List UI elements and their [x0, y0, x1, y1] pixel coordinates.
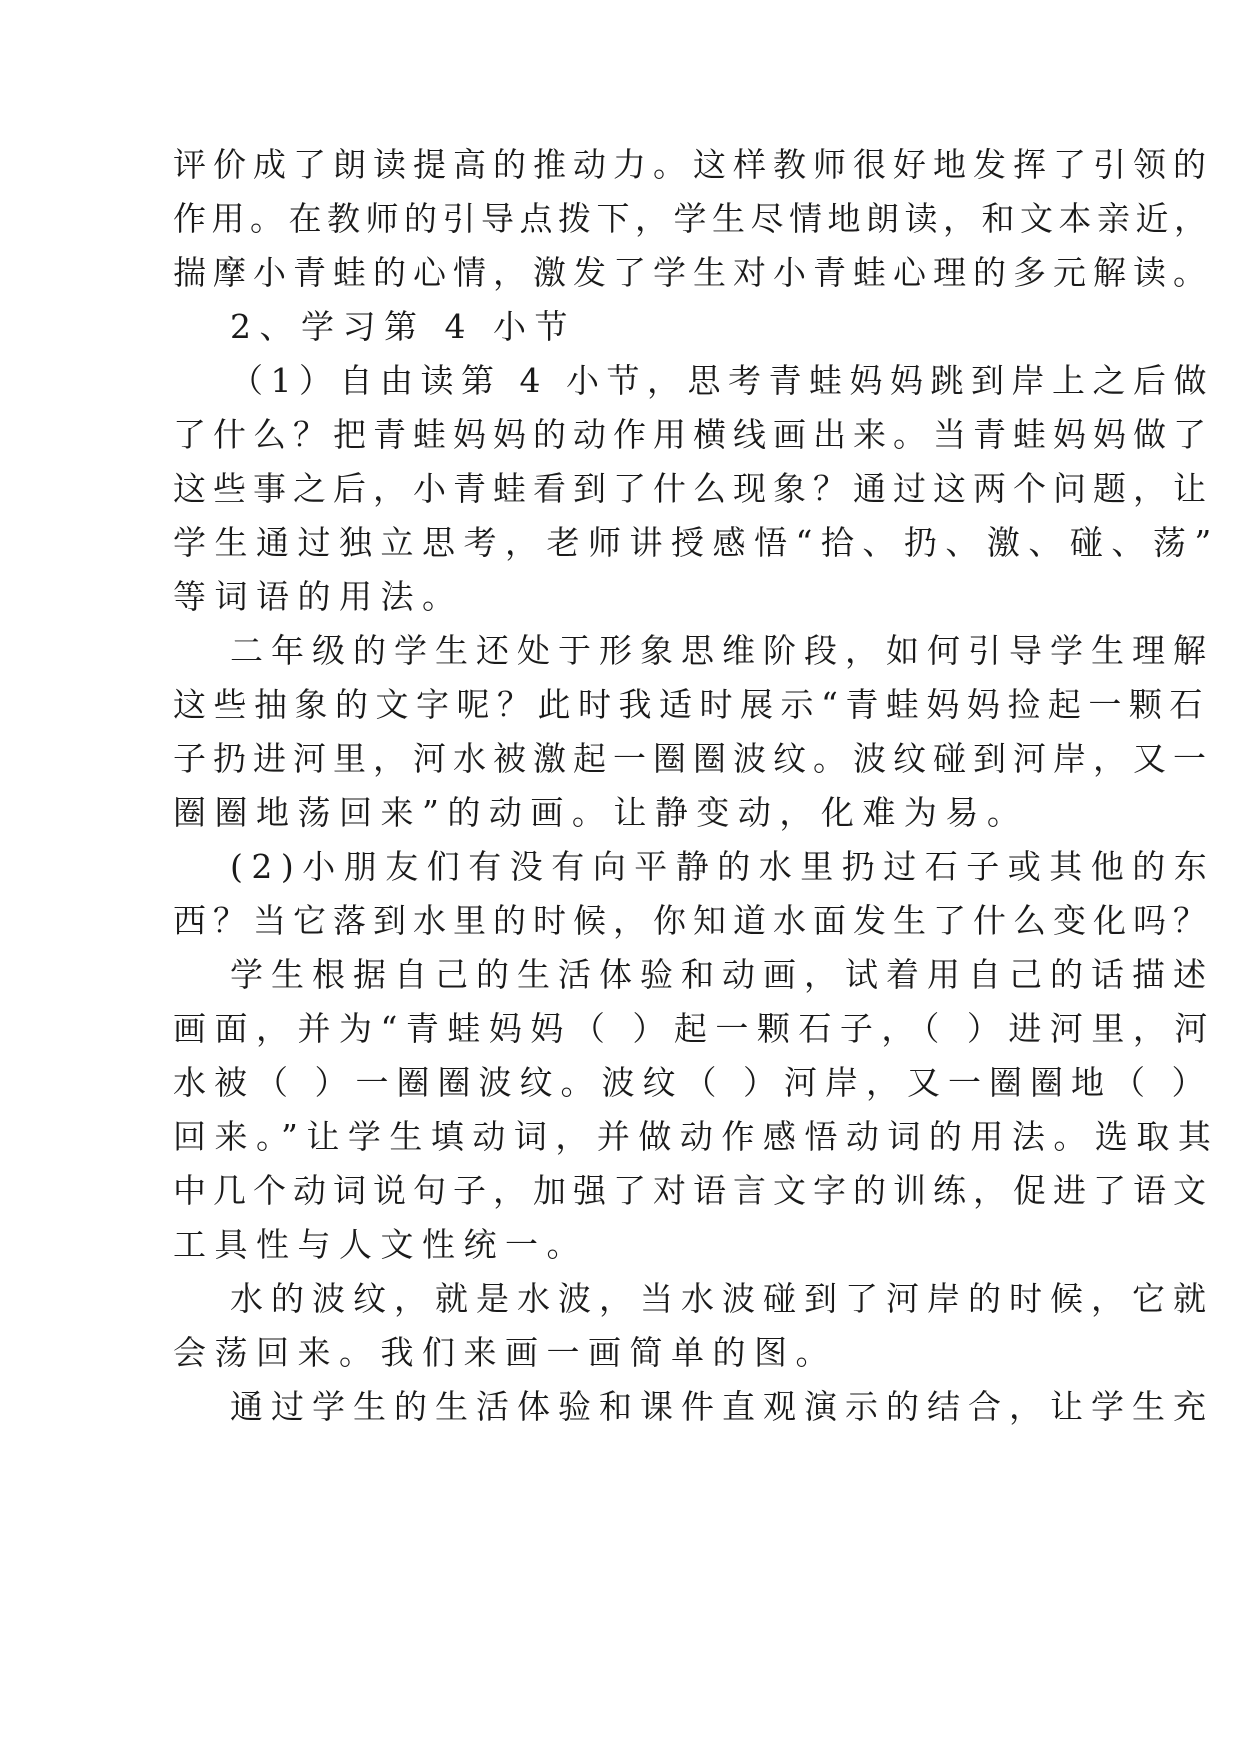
body-text-line: 会荡回来。我们来画一画简单的图。: [173, 1333, 837, 1372]
body-text-line: 西？当它落到水里的时候，你知道水面发生了什么变化吗？: [173, 901, 1213, 940]
section-heading: 2、学习第 4 小节: [230, 307, 576, 346]
body-text-line: 评价成了朗读提高的推动力。这样教师很好地发挥了引领的: [173, 145, 1213, 184]
body-text-line: 学生通过独立思考，老师讲授感悟“拾、扔、激、碰、荡”: [173, 523, 1220, 562]
body-text-line: 这些事之后，小青蛙看到了什么现象？通过这两个问题，让: [173, 469, 1213, 508]
body-text-line: 等词语的用法。: [173, 577, 464, 616]
body-text-line: 中几个动词说句子，加强了对语言文字的训练，促进了语文: [173, 1171, 1213, 1210]
body-text-line: 揣摩小青蛙的心情，激发了学生对小青蛙心理的多元解读。: [173, 253, 1213, 292]
body-text-line: 学生根据自己的生活体验和动画，试着用自己的话描述: [230, 955, 1214, 994]
body-text-line: 作用。在教师的引导点拨下，学生尽情地朗读，和文本亲近，: [173, 199, 1213, 238]
body-text-line: 水被（ ）一圈圈波纹。波纹（ ）河岸，又一圈圈地（ ）: [173, 1063, 1213, 1102]
body-text-line: 工具性与人文性统一。: [173, 1225, 588, 1264]
body-text-line: 了什么？把青蛙妈妈的动作用横线画出来。当青蛙妈妈做了: [173, 415, 1213, 454]
body-text-line: 水的波纹，就是水波，当水波碰到了河岸的时候，它就: [230, 1279, 1214, 1318]
body-text-line: 子扔进河里，河水被激起一圈圈波纹。波纹碰到河岸，又一: [173, 739, 1213, 778]
body-text-line: 通过学生的生活体验和课件直观演示的结合，让学生充: [230, 1387, 1214, 1426]
body-text-line: 画面，并为“青蛙妈妈（ ）起一颗石子，（ ）进河里，河: [173, 1009, 1216, 1048]
body-text-line: 二年级的学生还处于形象思维阶段，如何引导学生理解: [230, 631, 1214, 670]
body-text-line: 圈圈地荡回来”的动画。让静变动，化难为易。: [173, 793, 1029, 832]
body-text-line: （1）自由读第 4 小节，思考青蛙妈妈跳到岸上之后做: [230, 361, 1214, 400]
body-text-line: 这些抽象的文字呢？此时我适时展示“青蛙妈妈捡起一颗石: [173, 685, 1210, 724]
body-text-line: 回来。”让学生填动词，并做动作感悟动词的用法。选取其: [173, 1117, 1220, 1156]
body-text-line: (2)小朋友们有没有向平静的水里扔过石子或其他的东: [230, 847, 1216, 886]
